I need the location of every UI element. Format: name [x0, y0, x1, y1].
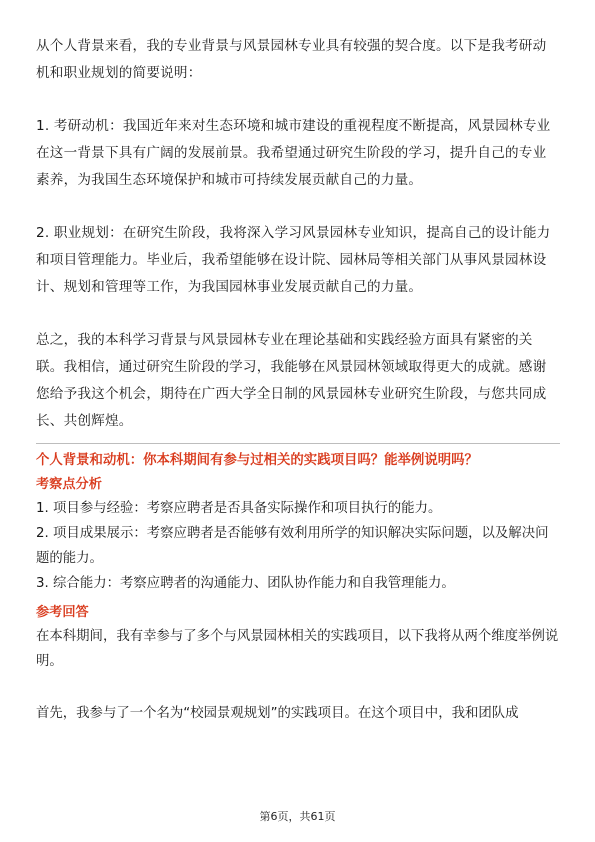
analysis-item: 3. 综合能力：考察应聘者的沟通能力、团队协作能力和自我管理能力。	[36, 576, 455, 591]
document-body	[36, 33, 560, 726]
analysis-heading: 考察点分析	[36, 477, 102, 492]
analysis-item: 2. 项目成果展示：考察应聘者是否能够有效利用所学的知识解决实际问题，以及解决问题的能力。	[36, 526, 549, 566]
answer-paragraph: 首先，我参与了一个名为“校园景观规划”的实践项目。在这个项目中，我和团队成	[36, 706, 519, 721]
intro-paragraph: 从个人背景来看，我的专业背景与风景园林专业具有较强的契合度。以下是我考研动机和职业规划的简要说明：	[36, 38, 547, 81]
page-number: 第6页，共61页	[259, 810, 336, 823]
motivation-paragraph: 1. 考研动机：我国近年来对生态环境和城市建设的重视程度不断提高，风景园林专业在这一背景下具有广阔的发展前景。我希望通过研究生阶段的学习，提升自己的专业素养，为我国生态环境保护和城市可持续发展贡献自己的力量。	[36, 118, 551, 188]
answer-heading: 参考回答	[36, 605, 89, 620]
analysis-item: 1. 项目参与经验：考察应聘者是否具备实际操作和项目执行的能力。	[36, 501, 442, 516]
summary-paragraph: 总之，我的本科学习背景与风景园林专业在理论基础和实践经验方面具有紧密的关联。我相信，通过研究生阶段的学习，我能够在风景园林领域取得更大的成就。感谢您给予我这个机会，期待在广西大学全日制的风景园林专业研究生阶段，与您共同成长、共创辉煌。	[36, 332, 547, 429]
section-divider	[36, 443, 560, 444]
answer-paragraph: 在本科期间，我有幸参与了多个与风景园林相关的实践项目，以下我将从两个维度举例说明。	[36, 629, 559, 669]
question-title: 个人背景和动机：你本科期间有参与过相关的实践项目吗？能举例说明吗？	[36, 453, 478, 468]
career-plan-paragraph: 2. 职业规划：在研究生阶段，我将深入学习风景园林专业知识，提高自己的设计能力和项目管理能力。毕业后，我希望能够在设计院、园林局等相关部门从事风景园林设计、规划和管理等工作，为我国园林事业发展贡献自己的力量。	[36, 225, 551, 295]
